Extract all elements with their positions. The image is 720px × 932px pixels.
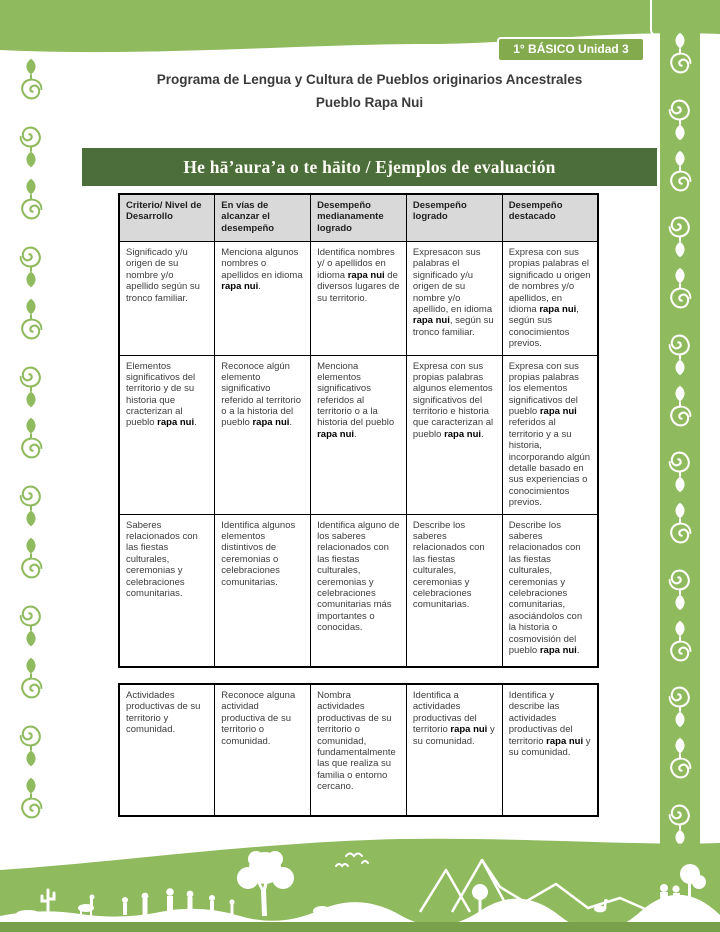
rapa-nui-motif-icon: [667, 29, 693, 85]
table-row: [119, 355, 598, 514]
rapa-nui-motif-icon: [667, 147, 693, 203]
table-row: [119, 514, 598, 667]
table-cell: Expresa con sus propias palabras algunos elementos significativos del territorio e historia que caracterizan al pueblo rapa nui.: [406, 355, 502, 514]
rapa-nui-motif-icon: [18, 654, 44, 710]
rapa-nui-motif-icon: [18, 175, 44, 231]
rapa-nui-motif-icon: [667, 382, 693, 438]
rapa-nui-motif-border-right: [660, 26, 700, 852]
section-title-bar: [82, 148, 657, 186]
rapa-nui-motif-icon: [667, 88, 693, 144]
table-cell: Actividades productivas de su territorio y comunidad.: [119, 684, 215, 816]
program-title: Programa de Lengua y Cultura de Pueblos originarios Ancestrales: [156, 72, 583, 87]
rapa-nui-motif-icon: [18, 594, 44, 650]
column-header: Criterio/ Nivel de Desarrollo: [119, 194, 215, 242]
table-cell: Describe los saberes relacionados con las fiestas culturales, ceremonias y celebraciones comunitarias.: [406, 514, 502, 667]
section-title: He hā’aura’a o te hāito / Ejemplos de evaluación: [183, 157, 556, 177]
table-cell: Menciona algunos nombres o apellidos en idioma rapa nui.: [215, 242, 311, 356]
rapa-nui-motif-icon: [667, 323, 693, 379]
table-cell: Elementos significativos del territorio y de su historia que cracterizan al pueblo rapa nui.: [119, 355, 215, 514]
table-cell: Menciona elementos significativos referidos al territorio o a la historia del pueblo rapa nui.: [311, 355, 407, 514]
table-cell: Saberes relacionados con las fiestas culturales, ceremonias y celebraciones comunitarias.: [119, 514, 215, 667]
rapa-nui-motif-icon: [18, 714, 44, 770]
table-row: [119, 242, 598, 356]
table-cell: Significado y/u origen de su nombre y/o apellido según su tronco familiar.: [119, 242, 215, 356]
rapa-nui-motif-icon: [18, 115, 44, 171]
column-header: En vías de alcanzar el desempeño: [215, 194, 311, 242]
table-cell: Reconoce alguna actividad productiva de su territorio o comunidad.: [215, 684, 311, 816]
unit-badge: 1° BÁSICO Unidad 3: [497, 37, 645, 62]
rapa-nui-motif-icon: [18, 355, 44, 411]
column-header: Desempeño destacado: [502, 194, 598, 242]
table-cell: Expresacon sus palabras el significado y/u origen de su nombre y/o apellido, en idioma rapa nui, según su tronco familiar.: [406, 242, 502, 356]
pueblo-title: Pueblo Rapa Nui: [315, 95, 424, 110]
evaluation-rubric-table: [118, 193, 599, 668]
table-cell: Reconoce algún elemento significativo referido al territorio o a la historia del pueblo rapa nui.: [215, 355, 311, 514]
rapa-nui-motif-icon: [667, 558, 693, 614]
rapa-nui-motif-icon: [18, 774, 44, 830]
table-cell: Identifica alguno de los saberes relacionados con las fiestas culturales, ceremonias y celebraciones comunitarias más importantes o conocidas.: [311, 514, 407, 667]
rapa-nui-motif-icon: [667, 675, 693, 731]
rapa-nui-motif-icon: [18, 55, 44, 111]
rapa-nui-motif-icon: [667, 734, 693, 790]
table-header-row: [119, 194, 598, 242]
landscape-silhouette: [0, 832, 720, 932]
rapa-nui-motif-icon: [18, 235, 44, 291]
rapa-nui-motif-icon: [18, 474, 44, 530]
rapa-nui-motif-border-left: [17, 55, 45, 830]
rapa-nui-motif-icon: [667, 617, 693, 673]
table-cell: Expresa con sus propias palabras el significado u origen de nombres y/o apellidos, en idioma rapa nui, según sus conocimientos previos.: [502, 242, 598, 356]
table-row: [119, 684, 598, 816]
table-cell: Nombra actividades productivas de su territorio o comunidad, fundamentalmente las que realiza su familia o entorno cercano.: [311, 684, 407, 816]
rapa-nui-motif-icon: [667, 264, 693, 320]
rapa-nui-motif-icon: [18, 534, 44, 590]
table-cell: Identifica y describe las actividades productivas del territorio rapa nui y su comunidad.: [502, 684, 598, 816]
table-cell: Describe los saberes relacionados con las fiestas culturales, ceremonias y celebraciones comunitarias, asociándolos con la historia o cosmovisión del pueblo rapa nui.: [502, 514, 598, 667]
rapa-nui-motif-icon: [667, 440, 693, 496]
activities-rubric-table: [118, 683, 599, 817]
rapa-nui-motif-icon: [18, 414, 44, 470]
column-header: Desempeño logrado: [406, 194, 502, 242]
column-header: Desempeño medianamente logrado: [311, 194, 407, 242]
rapa-nui-motif-icon: [667, 499, 693, 555]
table-cell: Identifica a actividades productivas del territorio rapa nui y su comunidad.: [406, 684, 502, 816]
table-cell: Identifica algunos elementos distintivos de ceremonias o celebraciones comunitarias.: [215, 514, 311, 667]
table-cell: Identifica nombres y/ o apellidos en idioma rapa nui de diversos lugares de su territorio.: [311, 242, 407, 356]
table-cell: Expresa con sus propias palabras los elementos significativos del pueblo rapa nui referidos al territorio y a su historia, incorporando algún detalle basado en sus experiencias o conocimientos previos.: [502, 355, 598, 514]
rapa-nui-motif-icon: [18, 295, 44, 351]
rapa-nui-motif-icon: [667, 205, 693, 261]
